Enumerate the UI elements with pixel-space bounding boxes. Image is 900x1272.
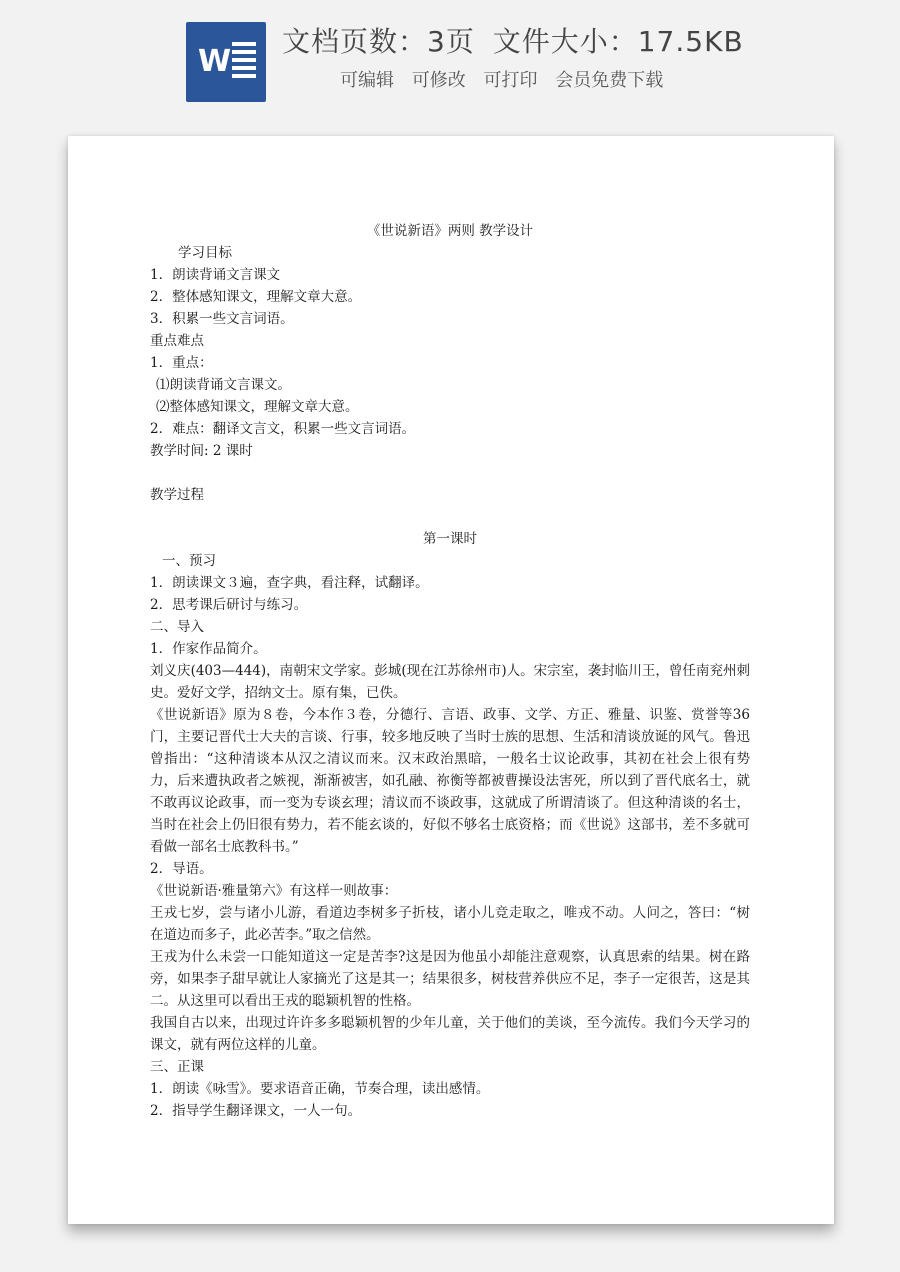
file-size: 文件大小：17.5KB bbox=[492, 25, 744, 58]
preview-item: 2．思考课后研讨与练习。 bbox=[150, 597, 308, 613]
focus-label: 1．重点： bbox=[150, 355, 213, 371]
analysis-paragraph: 王戎为什么未尝一口能知道这一定是苦李?这是因为他虽小却能注意观察，认真思索的结果。树在路旁，如果李子甜早就让人家摘光了这是其一；结果很多，树枝营养供应不足，李子一定很苦，这是其二。从这里可以看出王戎的聪颖机智的性格。 bbox=[150, 949, 750, 1009]
objectives-heading: 学习目标 bbox=[178, 245, 232, 261]
feature-list bbox=[340, 66, 675, 92]
difficulties-heading: 重点难点 bbox=[150, 333, 204, 349]
feature-member-download: 会员免费下载 bbox=[555, 70, 664, 91]
intro-sub-author: 1．作家作品简介。 bbox=[150, 641, 267, 657]
word-icon-lines bbox=[232, 42, 256, 82]
intro-heading: 二、导入 bbox=[150, 619, 204, 635]
main-heading: 三、正课 bbox=[150, 1059, 204, 1075]
main-item: 2．指导学生翻译课文，一人一句。 bbox=[150, 1103, 362, 1119]
process-heading: 教学过程 bbox=[150, 487, 204, 503]
focus-item: ⑴朗读背诵文言课文。 bbox=[156, 377, 291, 393]
document-page bbox=[68, 136, 834, 1224]
objective-item: 3．积累一些文言词语。 bbox=[150, 311, 294, 327]
file-meta bbox=[282, 20, 842, 60]
teaching-time: 教学时间: 2 课时 bbox=[150, 443, 253, 459]
story-paragraph: 王戎七岁，尝与诸小儿游，看道边李树多子折枝，诸小儿竞走取之，唯戎不动。人问之，答曰：“树在道边而多子，此必苦李。”取之信然。 bbox=[150, 905, 750, 943]
focus-item: ⑵整体感知课文，理解文章大意。 bbox=[156, 399, 359, 415]
page-count: 文档页数：3页 bbox=[282, 25, 475, 58]
objective-item: 1．朗读背诵文言课文 bbox=[150, 267, 281, 283]
lesson-title: 第一课时 bbox=[423, 531, 477, 547]
objective-item: 2．整体感知课文，理解文章大意。 bbox=[150, 289, 362, 305]
author-paragraph: 刘义庆(403—444)，南朝宋文学家。彭城(现在江苏徐州市)人。宋宗室，袭封临川王，曾任南兖州刺史。爱好文学，招纳文士。原有集，已佚。 bbox=[150, 663, 750, 701]
intro-sub-lead: 2．导语。 bbox=[150, 861, 213, 877]
word-document-icon bbox=[186, 22, 266, 102]
transition-paragraph: 我国自古以来，出现过许许多多聪颖机智的少年儿童，关于他们的美谈，至今流传。我们今天学习的课文，就有两位这样的儿童。 bbox=[150, 1015, 750, 1053]
download-banner bbox=[0, 0, 900, 130]
difficulty-item: 2．难点：翻译文言文，积累一些文言词语。 bbox=[150, 421, 416, 437]
story-intro: 《世说新语·雅量第六》有这样一则故事： bbox=[150, 883, 398, 899]
document-body bbox=[150, 220, 750, 1122]
book-paragraph: 《世说新语》原为８卷，今本作３卷，分德行、言语、政事、文学、方正、雅量、识鉴、赏誉等36门，主要记晋代士大夫的言谈、行事，较多地反映了当时士族的思想、生活和清谈放诞的风气。鲁迅曾指出：“这种清谈本从汉之清议而来。汉末政治黑暗，一般名士议论政事，其初在社会上很有势力，后来遭执政者之嫉视，渐渐被害，如孔融、祢衡等都被曹操设法害死，所以到了晋代底名士，就不敢再议论政事，而一变为专谈玄理；清议而不谈政事，这就成了所谓清谈了。但这种清谈的名士，当时在社会上仍旧很有势力，若不能玄谈的，好似不够名士底资格；而《世说》这部书，差不多就可看做一部名士底教科书。” bbox=[150, 707, 750, 855]
feature-editable: 可编辑 bbox=[340, 70, 394, 91]
preview-item: 1．朗读课文３遍，查字典，看注释，试翻译。 bbox=[150, 575, 429, 591]
document-title: 《世说新语》两则 教学设计 bbox=[366, 223, 534, 239]
feature-modifiable: 可修改 bbox=[411, 70, 466, 91]
word-icon-letter: W bbox=[198, 44, 232, 79]
main-item: 1．朗读《咏雪》。要求语音正确，节奏合理，读出感情。 bbox=[150, 1081, 490, 1097]
feature-printable: 可打印 bbox=[483, 70, 538, 91]
preview-heading: 一、预习 bbox=[162, 553, 216, 569]
